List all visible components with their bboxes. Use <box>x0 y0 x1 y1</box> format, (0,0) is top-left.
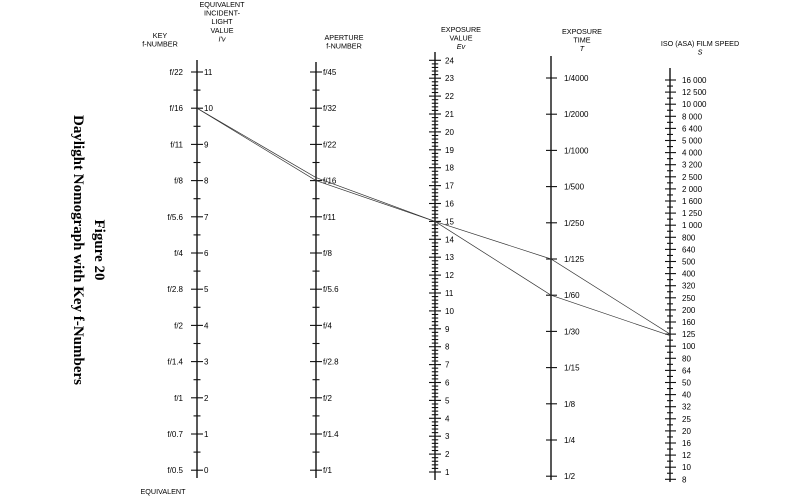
iso-label: 1 000 <box>682 221 703 231</box>
iso-label: 1 600 <box>682 197 703 206</box>
key-label: f/2 <box>174 321 183 331</box>
ev-label: 2 <box>445 450 450 460</box>
header-time-line: EXPOSURE <box>562 27 602 36</box>
key-label: f/22 <box>169 68 183 77</box>
key-label: f/5.6 <box>167 212 183 222</box>
iso-label: 20 <box>682 426 691 436</box>
iso-label: 50 <box>682 378 691 388</box>
ev-label: 17 <box>445 181 454 191</box>
iso-label: 6 400 <box>682 124 703 134</box>
ev-label: 5 <box>445 396 450 406</box>
key-label: f/1.4 <box>167 357 183 367</box>
aperture-label: f/16 <box>323 176 337 186</box>
time-label: 1/15 <box>564 363 580 373</box>
iso-label: 80 <box>682 354 691 364</box>
ev-label: 8 <box>445 342 450 352</box>
ev-label: 4 <box>445 414 450 424</box>
incident-label: 4 <box>204 321 209 331</box>
scale-axes <box>191 52 676 482</box>
header-iso-line: ISO (ASA) FILM SPEED <box>660 39 740 48</box>
ev-label: 13 <box>445 253 454 263</box>
time-label: 1/4 <box>564 436 576 445</box>
iso-label: 10 <box>682 463 691 473</box>
ev-label: 15 <box>445 217 454 227</box>
iso-label: 800 <box>682 233 696 243</box>
ev-label: 20 <box>445 127 454 137</box>
ev-label: 18 <box>445 163 454 173</box>
aperture-label: f/8 <box>323 249 332 258</box>
aperture-label: f/5.6 <box>323 285 339 295</box>
key-label: f/1 <box>174 393 183 403</box>
key-label: f/16 <box>169 104 183 114</box>
ev-label: 23 <box>445 74 454 84</box>
iso-label: 3 200 <box>682 160 703 170</box>
key-label: f/11 <box>170 140 183 150</box>
example-line-right <box>435 218 670 337</box>
iso-label: 16 000 <box>682 76 707 85</box>
header-ev-line: EXPOSURE <box>441 25 481 34</box>
ev-label: 3 <box>445 432 450 442</box>
header-time-line: T <box>579 44 585 54</box>
time-label: 1/1000 <box>564 146 589 156</box>
incident-label: 3 <box>204 357 209 367</box>
incident-label: 1 <box>204 430 209 439</box>
iso-label: 4 000 <box>682 148 703 158</box>
iso-label: 2 000 <box>682 184 703 194</box>
header-incident-line: INCIDENT- <box>204 8 240 18</box>
iso-label: 320 <box>682 281 696 291</box>
header-aperture-line: f-NUMBER <box>326 41 362 51</box>
ev-label: 6 <box>445 378 450 388</box>
iso-label: 250 <box>682 293 696 303</box>
incident-label: 9 <box>204 140 209 150</box>
iso-label: 8 000 <box>682 112 703 122</box>
iso-label: 100 <box>682 342 696 352</box>
key-label: f/0.7 <box>167 430 183 439</box>
header-key-line: KEY <box>152 31 168 40</box>
incident-label: 2 <box>204 393 209 403</box>
iso-label: 500 <box>682 257 696 267</box>
scale-labels <box>167 56 707 484</box>
incident-label: 11 <box>204 68 213 77</box>
iso-label: 16 <box>682 439 691 448</box>
figure-caption <box>70 115 107 385</box>
aperture-label: f/32 <box>323 104 337 114</box>
iso-label: 40 <box>682 390 691 400</box>
figure-title: Daylight Nomograph with Key f-Numbers <box>70 115 86 385</box>
iso-label: 400 <box>682 269 696 279</box>
incident-label: 8 <box>204 176 209 186</box>
ev-label: 11 <box>445 289 454 298</box>
key-label: f/2.8 <box>167 285 183 295</box>
incident-label: 6 <box>204 249 209 258</box>
key-label: f/4 <box>174 249 183 258</box>
time-label: 1/2000 <box>564 110 589 120</box>
header-incident-line: EQUIVALENT <box>199 0 245 9</box>
header-incident-line: LIGHT <box>211 17 233 27</box>
ev-label: 19 <box>445 145 454 155</box>
scale-headers <box>142 0 739 57</box>
header-iso-line: S <box>697 47 703 57</box>
ev-label: 9 <box>445 324 450 334</box>
iso-label: 160 <box>682 318 696 327</box>
ev-label: 22 <box>445 92 454 102</box>
ev-label: 24 <box>445 56 454 66</box>
header-incident-line: I'v <box>218 34 226 44</box>
iso-label: 200 <box>682 305 696 315</box>
iso-label: 12 500 <box>682 88 707 98</box>
header-key-line: f-NUMBER <box>142 39 178 49</box>
ev-label: 7 <box>445 360 450 370</box>
aperture-label: f/22 <box>323 140 337 150</box>
iso-label: 64 <box>682 366 691 376</box>
ev-label: 1 <box>445 468 450 477</box>
time-label: 1/500 <box>564 182 585 192</box>
header-incident-line: VALUE <box>210 25 234 35</box>
iso-label: 10 000 <box>682 100 707 110</box>
ev-label: 10 <box>445 306 454 316</box>
incident-label: 7 <box>204 212 209 222</box>
example-line-right <box>435 218 670 335</box>
aperture-label: f/2.8 <box>323 357 339 367</box>
header-ev-line: Ev <box>456 42 466 52</box>
iso-label: 640 <box>682 245 696 255</box>
incident-label: 10 <box>204 104 213 114</box>
ev-label: 12 <box>445 271 454 281</box>
aperture-label: f/1.4 <box>323 430 339 439</box>
iso-label: 12 <box>682 451 691 461</box>
time-label: 1/125 <box>564 255 585 264</box>
iso-label: 2 500 <box>682 172 703 182</box>
aperture-label: f/11 <box>323 212 336 222</box>
aperture-label: f/45 <box>323 68 337 77</box>
aperture-label: f/2 <box>323 393 332 403</box>
iso-label: 32 <box>682 402 691 412</box>
aperture-label: f/1 <box>323 466 332 476</box>
iso-label: 5 000 <box>682 136 703 146</box>
time-label: 1/60 <box>564 291 580 301</box>
iso-label: 25 <box>682 414 691 424</box>
incident-label: 5 <box>204 285 209 295</box>
time-label: 1/2 <box>564 472 576 482</box>
ev-label: 14 <box>445 235 454 245</box>
header-aperture-line: APERTURE <box>324 33 364 42</box>
ev-label: 21 <box>445 110 454 119</box>
iso-label: 1 250 <box>682 209 703 219</box>
iso-label: 125 <box>682 330 696 340</box>
figure-number: Figure 20 <box>91 219 107 281</box>
time-label: 1/250 <box>564 218 585 228</box>
header-time-line: TIME <box>573 35 591 45</box>
incident-label: 0 <box>204 466 209 476</box>
aperture-label: f/4 <box>323 321 332 331</box>
header-ev-line: VALUE <box>449 33 473 43</box>
key-label: f/0.5 <box>167 466 183 476</box>
key-label: f/8 <box>174 176 183 186</box>
footer-fragment: EQUIVALENT <box>140 487 186 496</box>
ev-label: 16 <box>445 199 454 209</box>
time-label: 1/30 <box>564 327 580 337</box>
iso-label: 8 <box>682 475 687 485</box>
time-label: 1/4000 <box>564 74 589 83</box>
time-label: 1/8 <box>564 399 576 409</box>
